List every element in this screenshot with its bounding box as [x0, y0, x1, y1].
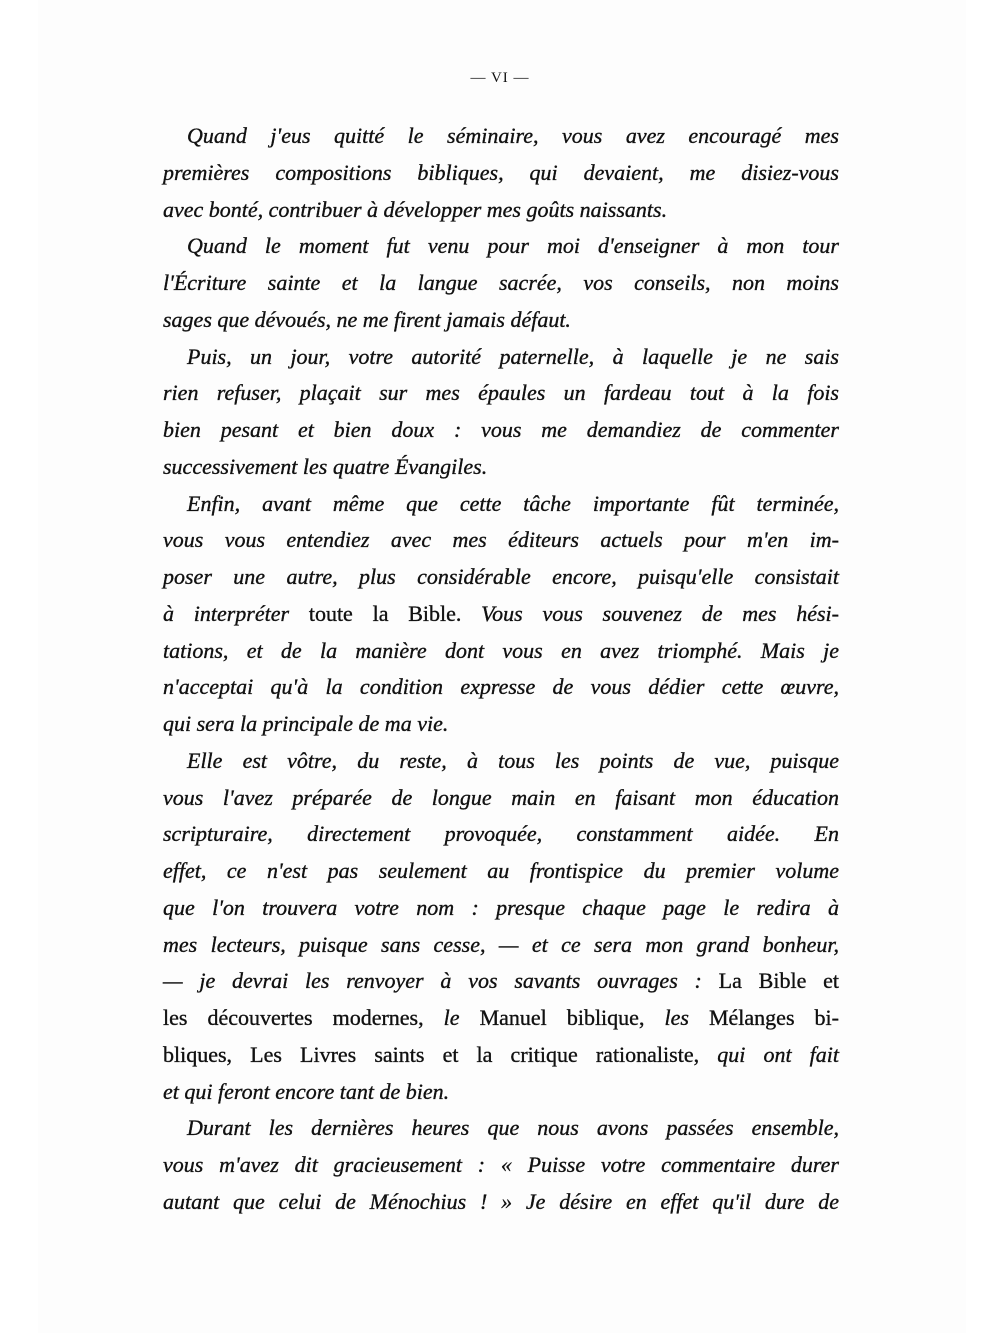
text-line: [163, 1110, 839, 1147]
italic-text: Enfin, avant même que cette tâche importante fût terminée,: [187, 490, 839, 516]
text-line: [163, 339, 839, 376]
text-line: [163, 963, 839, 1000]
italic-text: effet, ce n'est pas seulement au frontispice du premier volume: [163, 858, 839, 883]
paragraph: [163, 339, 839, 486]
text-line: [163, 118, 839, 155]
body-text: [163, 118, 839, 1221]
italic-text: et qui feront encore tant de bien.: [163, 1078, 450, 1104]
text-line: [163, 596, 839, 633]
italic-text: vous l'avez préparée de longue main en faisant mon éducation: [163, 784, 839, 810]
italic-text: Quand j'eus quitté le séminaire, vous avez encouragé mes: [187, 123, 839, 148]
paragraph: [163, 118, 839, 228]
italic-text: le: [443, 1005, 460, 1030]
text-line: [163, 559, 839, 596]
paragraph: [163, 228, 839, 338]
italic-text: mes lecteurs, puisque sans cesse, — et ce sera mon grand bonheur,: [163, 931, 839, 957]
italic-text: poser une autre, plus considérable encore, puisqu'elle consistait: [163, 564, 839, 589]
text-line: [163, 449, 839, 486]
text-line: [163, 927, 839, 964]
italic-text: qui ont fait: [717, 1041, 840, 1067]
text-line: [163, 890, 839, 927]
italic-text: les: [664, 1005, 689, 1030]
italic-text: premières compositions bibliques, qui devaient, me disiez-vous: [163, 159, 839, 185]
text-line: [163, 1184, 839, 1221]
italic-text: rien refuser, plaçait sur mes épaules un fardeau tout à la fois: [163, 380, 839, 406]
italic-text: Vous vous souvenez de mes hési-: [481, 600, 839, 626]
text-line: [163, 486, 839, 523]
text-line: [163, 1147, 839, 1184]
text-line: [163, 853, 839, 890]
italic-text: avec bonté, contribuer à développer mes goûts naissants.: [163, 196, 668, 222]
text-line: [163, 412, 839, 449]
roman-text: Mélanges bi-: [688, 1005, 839, 1030]
page-number: — VI —: [470, 70, 530, 86]
text-line: [163, 155, 839, 192]
italic-text: sages que dévoués, ne me firent jamais défaut.: [163, 306, 571, 332]
italic-text: tations, et de la manière dont vous en avez triomphé. Mais je: [163, 637, 839, 663]
text-line: [163, 375, 839, 412]
text-line: [163, 633, 839, 670]
italic-text: Durant les dernières heures que nous avons passées ensemble,: [187, 1115, 839, 1141]
italic-text: que l'on trouvera votre nom : presque chaque page le redira à: [163, 894, 839, 920]
text-line: [163, 1037, 839, 1074]
text-line: [163, 192, 839, 229]
roman-text: Manuel biblique,: [459, 1005, 665, 1030]
text-line: [163, 669, 839, 706]
roman-text: les découvertes modernes,: [163, 1005, 444, 1030]
paragraph: [163, 1110, 839, 1220]
text-line: [163, 816, 839, 853]
italic-text: Elle est vôtre, du reste, à tous les points de vue, puisque: [187, 747, 839, 773]
italic-text: Quand le moment fut venu pour moi d'enseigner à mon tour: [187, 233, 839, 259]
paragraph: [163, 486, 839, 743]
italic-text: autant que celui de Ménochius ! » Je désire en effet qu'il dure de: [163, 1188, 839, 1214]
text-line: [163, 522, 839, 559]
text-line: [163, 780, 839, 817]
italic-text: scripturaire, directement provoquée, constamment aidée. En: [163, 821, 839, 847]
text-line: [163, 302, 839, 339]
text-line: [163, 265, 839, 302]
italic-text: — je devrai les renvoyer à vos savants ouvrages :: [163, 968, 719, 994]
roman-text: La Bible et: [718, 968, 839, 994]
italic-text: bien pesant et bien doux : vous me demandiez de commenter: [163, 417, 839, 442]
text-line: [163, 743, 839, 780]
italic-text: vous vous entendiez avec mes éditeurs actuels pour m'en im-: [163, 527, 839, 553]
paragraph: [163, 743, 839, 1111]
roman-text: toute la Bible.: [289, 600, 482, 626]
text-line: [163, 1074, 839, 1111]
italic-text: à interpréter: [163, 600, 290, 626]
text-line: [163, 706, 839, 743]
text-line: [163, 228, 839, 265]
italic-text: qui sera la principale de ma vie.: [163, 711, 449, 736]
italic-text: l'Écriture sainte et la langue sacrée, vos conseils, non moins: [163, 270, 839, 295]
text-line: [163, 1000, 839, 1037]
italic-text: n'acceptai qu'à la condition expresse de vous dédier cette œuvre,: [163, 674, 839, 700]
italic-text: Puis, un jour, votre autorité paternelle, à laquelle je ne sais: [187, 343, 839, 369]
roman-text: bliques, Les Livres saints et la critique rationaliste,: [163, 1041, 718, 1067]
italic-text: vous m'avez dit gracieusement : « Puisse votre commentaire durer: [163, 1152, 839, 1177]
italic-text: successivement les quatre Évangiles.: [163, 453, 488, 479]
